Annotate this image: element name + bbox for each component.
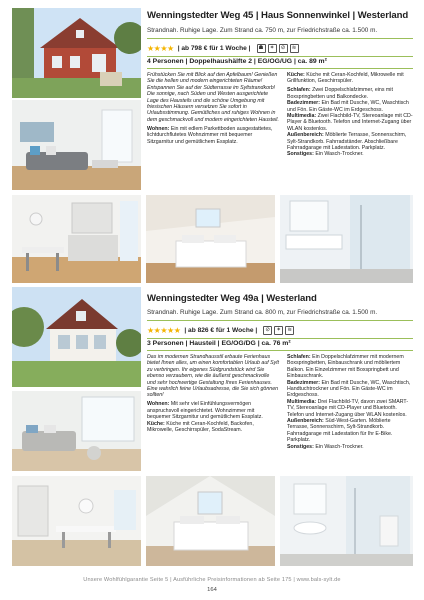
listing1-aussen: Außenbereich: Möblierte Terrasse, Sonnenschirm, Sylt-Strandkorb. Fahrradständer. Abschließbare Fahrradgarage mit Ladestation. Parkplatz. (287, 132, 407, 151)
listing2-info: 3 Personen | Hausteil | EG/OG/DG | ca. 76 m² (147, 340, 291, 347)
listing1-bad: Badezimmer: Ein Bad mit Dusche, WC, Waschtisch und Fön. Ein Gäste-WC im Erdgeschoss. (287, 100, 409, 113)
livingroom-photo-2 (12, 391, 141, 471)
listing2-wohnen: Wohnen: Mit sehr viel Einfühlungsvermögen anspruchsvoll eingerichtetet. Wohnzimmer mit bequemer Sitzgarnitur und gemütlichem Essplatz. (147, 401, 263, 421)
listing1-multimedia: Multimedia: Zwei Flachbild-TV, Stereoanlage mit CD-Player & Bluetooth. Telefon und Internet-Zugang über WLAN kostenlos. (287, 112, 413, 132)
no-smoking-icon: ⊘ (279, 44, 288, 53)
listing1-divider (147, 38, 413, 39)
listing2-aussen: Außenbereich: Süd-West-Garten. Möblierte Terrasse, Sonnenschirm, Sylt-Strandkorb. Fahrradgarage mit Ladestation für Ihr E-Bike. Parkplatz. (287, 418, 393, 444)
listing1-subtitle: Strandnah. Ruhige Lage. Zum Strand ca. 750 m, zur Friedrichstraße ca. 1.500 m. (147, 27, 378, 34)
bicycle-icon: ✶ (268, 44, 277, 53)
listing1-intro: Frühstücken Sie mit Blick auf den Apfelbaum! Genießen Sie die hellen und modern eingerichteten Räume! Entspannen Sie auf der Südterrasse im Syltstrandkorb! Die sonnige, nach Süden und Westen ausgerichtete Lage des Hausteils und die schöne Umgebung mit friesischen Häusern versetzen Sie sofort in Urlaubsstimmung. Gemütliches und ruhiges Wohnen in dem geschmackvoll und modern eingerichteten Hausteil. (147, 72, 279, 123)
listing1-col-right (287, 72, 413, 160)
rating-stars: ★★★★★ (147, 325, 181, 335)
house-photo-1 (12, 8, 141, 98)
listing1-price-row (147, 43, 299, 54)
listing1-info: 4 Personen | Doppelhaushälfte 2 | EG/OG/UG | ca. 89 m² (147, 58, 327, 65)
listing2-divider (147, 320, 413, 321)
listing2-divider-3 (147, 350, 413, 351)
listing1-divider-2 (147, 56, 413, 57)
listing1-wohnen: Wohnen: Ein mit edlem Parkettboden ausgestattetes, lichtdurchflutetes Wohnzimmer mit bequemer Sitzgarnitur und gemütlichem Essplatz. (147, 125, 273, 145)
no-pets-icon: ⊘ (263, 326, 272, 335)
listing1-sonstiges: Sonstiges: Ein Wasch-Trockner. (287, 151, 364, 158)
listing2-price-row (147, 325, 294, 336)
bedroom-photo-1 (146, 195, 275, 283)
page-footer: Unsere Wohlfühlgarantie Seite 5 | Ausführliche Preisinformationen ab Seite 175 | www.bals-sylt.de (83, 577, 341, 583)
listing2-kueche: Küche: Küche mit Ceran-Kochfeld, Backofen, Mikrowelle, Geschirrspüler, SodaStream. (147, 420, 254, 433)
bathroom-photo-2 (280, 476, 413, 566)
listing2-price: | ab 826 € für 1 Woche | (184, 327, 258, 334)
listing2-title: Wenningstedter Weg 49a | Westerland (147, 293, 317, 304)
listing2-col-right (287, 354, 413, 453)
page-number: 164 (207, 587, 217, 593)
bicycle-icon: ✶ (274, 326, 283, 335)
house-photo-2 (12, 287, 141, 387)
listing1-col-left (147, 72, 279, 147)
listing1-kueche: Küche: Küche mit Ceran-Kochfeld, Mikrowelle mit Grillfunktion, Geschirrspüler. (287, 72, 404, 85)
listing2-multimedia: Multimedia: Drei Flachbild-TV, davon zwei SMART-TV, Stereoanlage mit CD-Player und Bluetooth. Telefon und Internet-Zugang über WLAN kostenlos. (287, 398, 409, 418)
listing2-sonstiges: Sonstiges: Ein Wasch-Trockner. (287, 443, 364, 450)
bathroom-photo-1 (280, 195, 413, 283)
listing2-divider-2 (147, 338, 413, 339)
listing1-title: Wenningstedter Weg 45 | Haus Sonnenwinkel | Westerland (147, 10, 409, 21)
listing2-bad: Badezimmer: Ein Bad mit Dusche, WC, Waschtisch, Handtuchtrockner und Fön. Ein Gäste-WC im Erdgeschoss. (287, 379, 411, 399)
pets-icon: ☗ (257, 44, 266, 53)
listing2-intro: Das im modernen Strandhausstil erbaute Ferienhaus bietet Ihnen alles, um einen komfortablen Urlaub auf Sylt zu verbringen. Ihr eigenes Südgrundstück wird Sie ebenso verzaubern, wie die äußerst geschmackvolle und sehr hochwertige Gestaltung Ihres Ferienhauses. Eine wahrlich feine Urlaubsadresse, die Sie sich gönnen sollten! (147, 354, 279, 399)
listing1-price: | ab 798 € für 1 Woche | (177, 45, 251, 52)
bedroom-photo-2 (146, 476, 275, 566)
rating-stars: ★★★★ (147, 43, 174, 53)
listing1-divider-3 (147, 68, 413, 69)
listing1-schlafen: Schlafen: Zwei Doppelschlafzimmer, eins mit Boxspringbetten und Balkondecke. (287, 87, 393, 100)
kitchen-photo-1 (12, 195, 141, 283)
listing2-col-left (147, 354, 279, 436)
livingroom-photo-1 (12, 100, 141, 190)
wifi-icon: ≋ (285, 326, 294, 335)
listing2-schlafen: Schlafen: Ein Doppelschlafzimmer mit modernem Boxspringbetten, Einbauschrank und möbliertem Balkon. Ein Einzelzimmer mit Boxspringbett und Einbauschrank. (287, 354, 404, 380)
kitchen-photo-2 (12, 476, 141, 566)
wifi-icon: ≋ (290, 44, 299, 53)
listing2-subtitle: Strandnah. Ruhige Lage. Zum Strand ca. 800 m, zur Friedrichstraße ca. 1.500 m. (147, 309, 378, 316)
